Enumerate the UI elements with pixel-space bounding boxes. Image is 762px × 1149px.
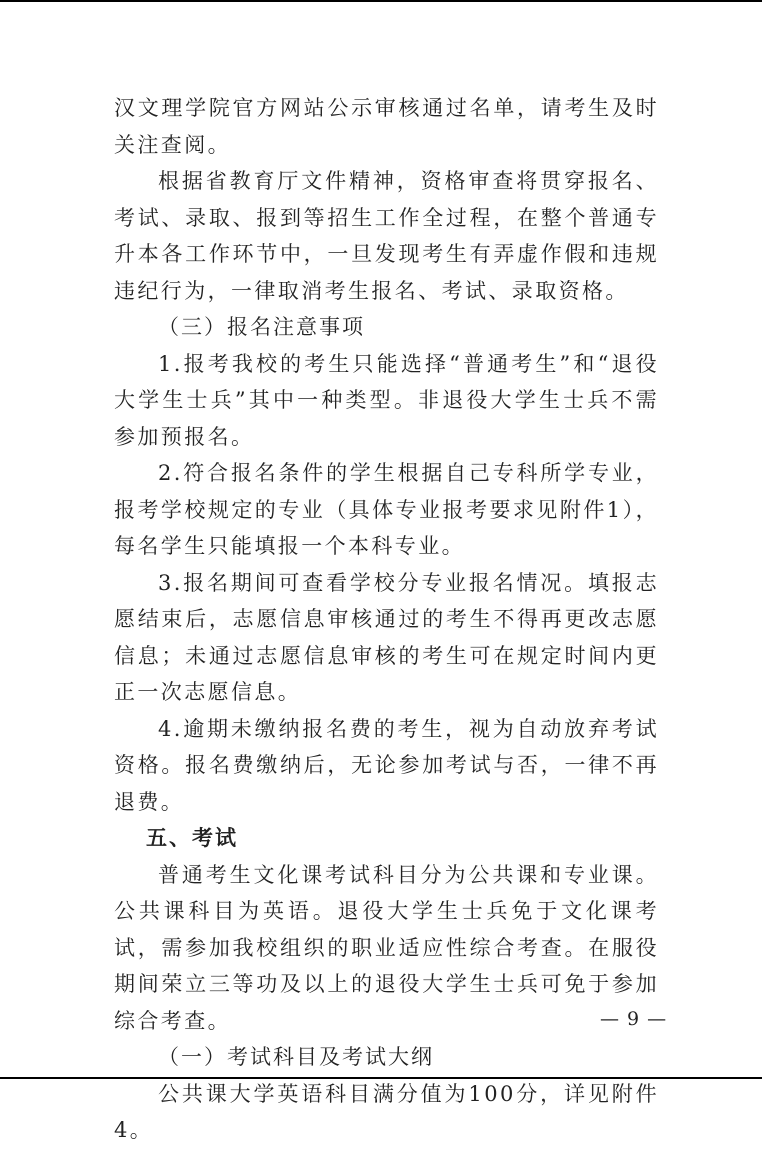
paragraph-note-4: 4.逾期未缴纳报名费的考生，视为自动放弃考试资格。报名费缴纳后，无论参加考试与否，一律不再退费。 bbox=[114, 716, 659, 814]
document-body bbox=[114, 90, 659, 1149]
paragraph-note-2: 2.符合报名条件的学生根据自己专科所学专业，报考学校规定的专业（具体专业报考要求见附件1），每名学生只能填报一个本科专业。 bbox=[114, 461, 659, 558]
paragraph-note-1: 1.报考我校的考生只能选择“普通考生”和“退役大学生士兵”其中一种类型。非退役大学生士兵不需参加预报名。 bbox=[114, 351, 659, 449]
subheading-exam-syllabus: （一）考试科目及考试大纲 bbox=[158, 1045, 434, 1069]
page-number: — 9 — bbox=[600, 1008, 668, 1030]
paragraph-note-3: 3.报名期间可查看学校分专业报名情况。填报志愿结束后，志愿信息审核通过的考生不得再更改志愿信息；未通过志愿信息审核的考生可在规定时间内更正一次志愿信息。 bbox=[114, 570, 659, 704]
top-border-line bbox=[0, 0, 762, 2]
subheading-registration-notes: （三）报名注意事项 bbox=[158, 315, 365, 339]
paragraph-english-score: 公共课大学英语科目满分值为100分，详见附件4。 bbox=[114, 1081, 659, 1142]
paragraph-continuation: 汉文理学院官方网站公示审核通过名单，请考生及时关注查阅。 bbox=[114, 96, 659, 157]
bottom-border-line bbox=[0, 1077, 762, 1079]
paragraph-exam-subjects: 普通考生文化课考试科目分为公共课和专业课。公共课科目为英语。退役大学生士兵免于文化课考试，需参加我校组织的职业适应性综合考查。在服役期间荣立三等功及以上的退役大学生士兵可免于参加综合考查。 bbox=[114, 862, 659, 1033]
paragraph-qualification-review: 根据省教育厅文件精神，资格审查将贯穿报名、考试、录取、报到等招生工作全过程，在整个普通专升本各工作环节中，一旦发现考生有弄虚作假和违规违纪行为，一律取消考生报名、考试、录取资格。 bbox=[114, 169, 659, 303]
section-heading-exam: 五、考试 bbox=[146, 826, 238, 850]
